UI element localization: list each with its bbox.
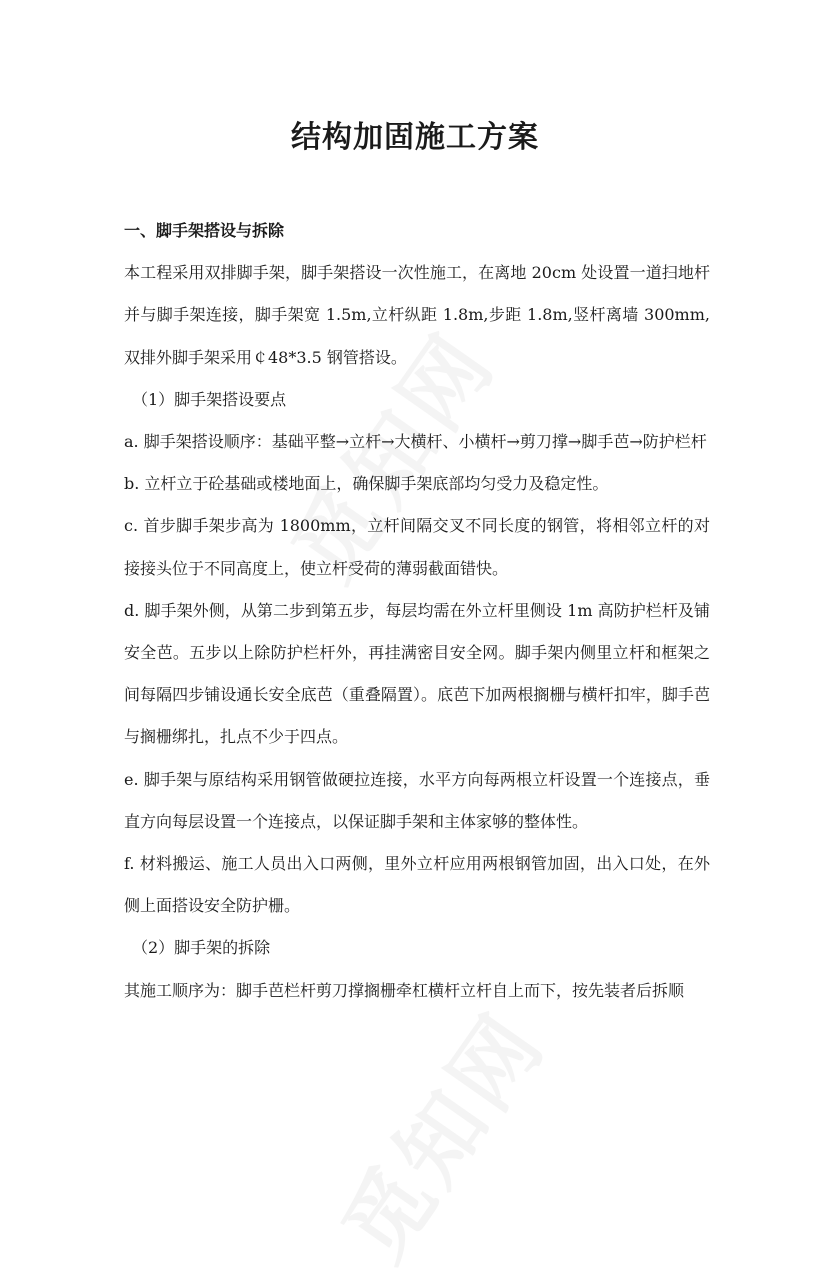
section-intro-paragraph: 本工程采用双排脚手架，脚手架搭设一次性施工，在离地 20cm 处设置一道扫地杆并与脚手架连接，脚手架宽 1.5m,立杆纵距 1.8m,步距 1.8m,竖杆离墙 300mm,双排外脚手架采用￠48*3.5 钢管搭设。 <box>124 263 710 367</box>
list-item: d. 脚手架外侧，从第二步到第五步，每层均需在外立杆里侧设 1m 高防护栏杆及铺安全芭。五步以上除防护栏杆外，再挂满密目安全网。脚手架内侧里立杆和框架之间每隔四步铺设通长安全底芭（重叠隔置）。底芭下加两根搁栅与横杆扣牢，脚手芭与搁栅绑扎，扎点不少于四点。 <box>124 600 710 747</box>
list-item: e. 脚手架与原结构采用钢管做硬拉连接，水平方向每两根立杆设置一个连接点，垂直方向每层设置一个连接点，以保证脚手架和主体家够的整体性。 <box>124 769 710 831</box>
document-title: 结构加固施工方案 <box>291 120 539 155</box>
section-heading: 一、脚手架搭设与拆除 <box>124 221 285 240</box>
list-item: f. 材料搬运、施工人员出入口两侧，里外立杆应用两根钢管加固，出入口处，在外侧上面搭设安全防护栅。 <box>124 854 710 916</box>
subsection-heading-erection: （1）脚手架搭设要点 <box>132 389 287 409</box>
list-item: a. 脚手架搭设顺序：基础平整→立杆→大横杆、小横杆→剪刀撑→脚手芭→防护栏杆 <box>124 432 707 452</box>
subsection-heading-dismantling: （2）脚手架的拆除 <box>132 938 271 958</box>
document-body <box>124 210 710 1012</box>
watermark <box>308 983 568 1280</box>
paragraph: 其施工顺序为：脚手芭栏杆剪刀撑搁栅牵杠横杆立杆自上而下，按先装者后拆顺 <box>124 980 685 1000</box>
list-item: c. 首步脚手架步高为 1800mm，立杆间隔交叉不同长度的钢管，将相邻立杆的对接接头位于不同高度上，使立杆受荷的薄弱截面错快。 <box>124 516 710 578</box>
list-item: b. 立杆立于砼基础或楼地面上，确保脚手架底部均匀受力及稳定性。 <box>124 474 609 494</box>
